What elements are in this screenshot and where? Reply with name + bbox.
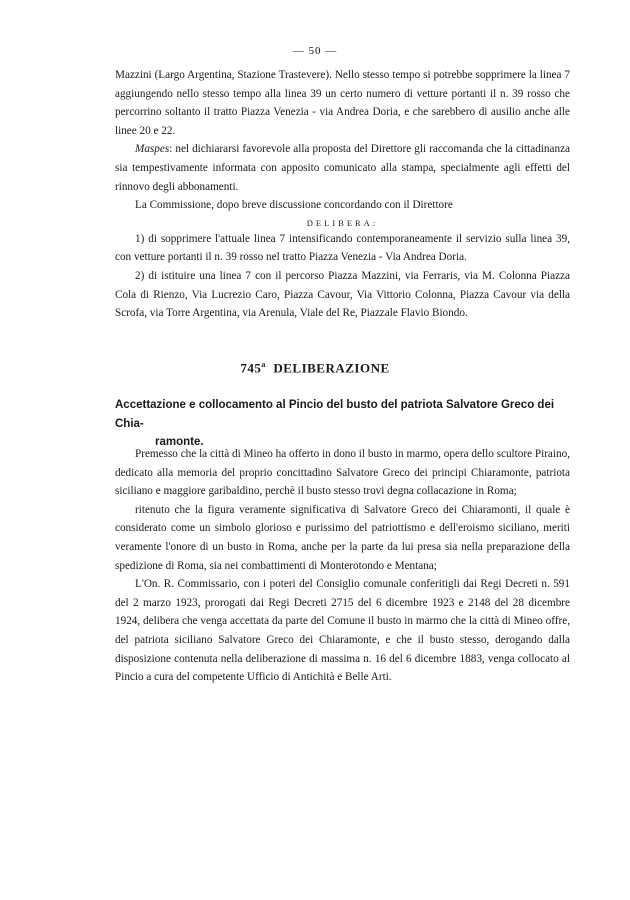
deliberation-ordinal: a [261,360,266,369]
paragraph-continuation: Mazzini (Largo Argentina, Stazione Trastevere). Nello stesso tempo si potrebbe sopprimere la linea 7 aggiungendo nello stesso tempo alla linea 39 un certo numero di vetture portanti il n. 39 rosso che percorrino soltanto il tratto Piazza Venezia - via Andrea Doria, e che sarebbero di ausilio anche alle linee 20 e 22. [115,69,570,137]
delibera-label: DELIBERA: [306,217,379,228]
subject-line-1: Accettazione e collocamento al Pincio del busto del patriota Salvatore Greco dei Chia- [115,399,555,430]
resolution-item-2: 2) di istituire una linea 7 con il percorso Piazza Mazzini, via Ferraris, via M. Colonna Piazza Cola di Rienzo, Via Lucrezio Caro, Piazza Cavour, Via Vittorio Colonna, Piazza Cavour via della Scrofa, via Torre Argentina, via Arenula, Viale del Re, Piazzale Flavio Biondo. [115,269,570,320]
page-number: — 50 — [292,45,338,57]
deliberation-body [115,445,570,687]
deliberation-title: DELIBERAZIONE [273,360,390,376]
resolution-item-1: 1) di sopprimere l'attuale linea 7 intensificando contemporaneamente il servizio sulla linea 39, con vetture portanti il n. 39 rosso nel tratto Piazza Venezia - Via Andrea Doria. [115,232,570,264]
deliberation-number: 745 [240,360,262,376]
speaker-name: Maspes [135,143,170,156]
deliberation-subject [115,396,570,452]
minutes-continuation [115,66,570,323]
deliberation-heading [0,360,630,376]
paragraph-ritenuto: ritenuto che la figura veramente significativa di Salvatore Greco dei Chiaramonti, il quale è considerato come un simbolo glorioso e purissimo del patriottismo e dell'eroismo siciliano, meriti veramente l'onore di un busto in Roma, anche per la parte da lui presa sia nella preparazione della spedizione di Roma, sia nei combattimenti di Monterotondo e Mentana; [115,503,570,572]
speaker-text: : nel dichiararsi favorevole alla proposta del Direttore gli raccomanda che la cittadinanza sia tempestivamente informata con apposito comunicato alla stampa, specialmente agli effetti del rinnovo degli abbonamenti. [115,143,570,193]
paragraph-maspes [115,140,570,196]
paragraph-premesso: Premesso che la città di Mineo ha offerto in dono il busto in marmo, opera dello scultore Piraino, dedicato alla memoria del proprio concittadino Salvatore Greco dei principi Chiaramonte, patriota siciliano e maggiore garibaldino, perchè il busto stesso trovi degna collacazione in Roma; [115,448,570,498]
paragraph-commission: La Commissione, dopo breve discussione concordando con il Direttore [135,199,453,212]
subject-line-2: ramonte. [155,436,204,449]
paragraph-commissario: L'On. R. Commissario, con i poteri del Consiglio comunale conferitigli dai Regi Decreti n. 591 del 2 marzo 1923, prorogati dai Regi Decreti 2715 del 6 dicembre 1923 e 2148 del 28 dicembre 1924, delibera che venga accettata da parte del Comune il busto in marmo che la città di Mineo offre, del patriota siciliano Salvatore Greco dei Chiaramonte, e che il busto stesso, derogando dalla disposizione contenuta nella deliberazione di massima n. 16 del 6 dicembre 1883, venga collocato al Pincio a cura del competente Ufficio di Antichità e Belle Arti. [115,578,570,684]
